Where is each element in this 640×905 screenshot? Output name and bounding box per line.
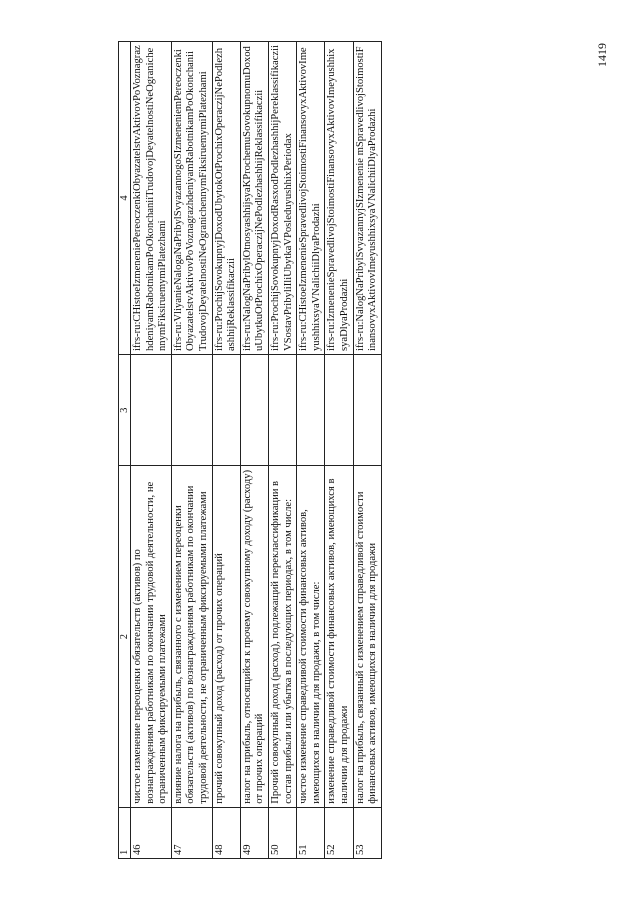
row-number: 53 [353, 807, 381, 858]
table-row [212, 42, 240, 859]
row-description: Прочий совокупный доход (расход), подлежащий переклассификации в состав прибыли или убытка в последующих периодах, в том числе: [268, 466, 296, 807]
row-col3 [353, 355, 381, 466]
row-col3 [131, 355, 172, 466]
table-row [240, 42, 268, 859]
page-number: 1419 [595, 43, 609, 67]
row-code: ifrs-ru:NalogNaPribylOtnosyashhijsyaKProchemuSovokupnomuDoxoduUbytkuOtProchixOperaczijNePodlezhashhijReklassifikaczii [240, 42, 268, 355]
row-number: 51 [297, 807, 325, 858]
row-number: 48 [212, 807, 240, 858]
row-description: налог на прибыль, связанный с изменением справедливой стоимости финансовых активов, имеющихся в наличии для продажи [353, 466, 381, 807]
row-col3 [240, 355, 268, 466]
row-col3 [297, 355, 325, 466]
row-description: влияние налога на прибыль, связанного с изменением переоценки обязательств (активов) по вознаграждениям работникам по окончании трудовой деятельности, не ограниченным фиксируемыми платежами [171, 466, 212, 807]
row-col3 [171, 355, 212, 466]
data-table [118, 41, 382, 859]
table-row [268, 42, 296, 859]
table-header-row [119, 42, 131, 859]
row-code: ifrs-ru:ProchijSovokupnyjDoxodUbytokOtProchixOperaczijNePodlezhashhijReklassifikaczii [212, 42, 240, 355]
table-row [353, 42, 381, 859]
header-col-3: 3 [119, 355, 131, 466]
row-description: изменение справедливой стоимости финансовых активов, имеющихся в наличии для продажи [325, 466, 353, 807]
row-description: налог на прибыль, относящийся к прочему совокупному доходу (расходу) от прочих операций [240, 466, 268, 807]
row-code: ifrs-ru:IzmenenieSpravedlivojStoimostiFinansovyxAktivovImeyushhixsyaDlyaProdazhi [325, 42, 353, 355]
table-row [297, 42, 325, 859]
row-description: чистое изменение переоценки обязательств (активов) по вознаграждениям работникам по окончании трудовой деятельности, не ограниченным фиксируемыми платежами [131, 466, 172, 807]
row-number: 52 [325, 807, 353, 858]
row-code: ifrs-ru:VliyanieNalogaNaPribylSvyazannogoSIzmeneniemPereoczenkiObyazatelstvAktivovPoVoznagrazhdeniyamRabotnikamPoOkonchaniiTrudovojDeyatelnostiNeOgranichennymFiksiruemymiPlatezhami [171, 42, 212, 355]
row-number: 49 [240, 807, 268, 858]
row-number: 47 [171, 807, 212, 858]
table-row [171, 42, 212, 859]
row-col3 [325, 355, 353, 466]
row-col3 [268, 355, 296, 466]
row-number: 50 [268, 807, 296, 858]
header-col-4: 4 [119, 42, 131, 355]
row-number: 46 [131, 807, 172, 858]
table-row [131, 42, 172, 859]
table-row [325, 42, 353, 859]
row-code: ifrs-ru:CHistoeIzmenenieSpravedlivojStoimostiFinansovyxAktivovImeyushhixsyaVNalichiiDlyaProdazhi [297, 42, 325, 355]
row-col3 [212, 355, 240, 466]
header-col-2: 2 [119, 466, 131, 807]
row-description: чистое изменение справедливой стоимости финансовых активов, имеющихся в наличии для продажи, в том числе: [297, 466, 325, 807]
row-code: ifrs-ru:NalogNaPribylSvyazannyjSIzmenenie mSpravedlivojStoimostiFinansovyxAktivovImeyushhixsyaVNalichiiDlyaProdazhi [353, 42, 381, 355]
row-description: прочий совокупный доход (расход) от прочих операций [212, 466, 240, 807]
header-col-1: 1 [119, 807, 131, 858]
row-code: ifrs-ru:CHistoeIzmeneniePereoczenkiObyazatelstvAktivovPoVoznagrazhdeniyamRabotnikamPoOkonchaniiTrudovojDeyatelnostiNeOgranichennymFiksiruemymiPlatezhami [131, 42, 172, 355]
row-code: ifrs-ru:ProchijSovokupnyjDoxodRasxodPodlezhashhijPereklassifikacziiVSostavPribyliIliUbytkaVPosleduyushhixPeriodax [268, 42, 296, 355]
